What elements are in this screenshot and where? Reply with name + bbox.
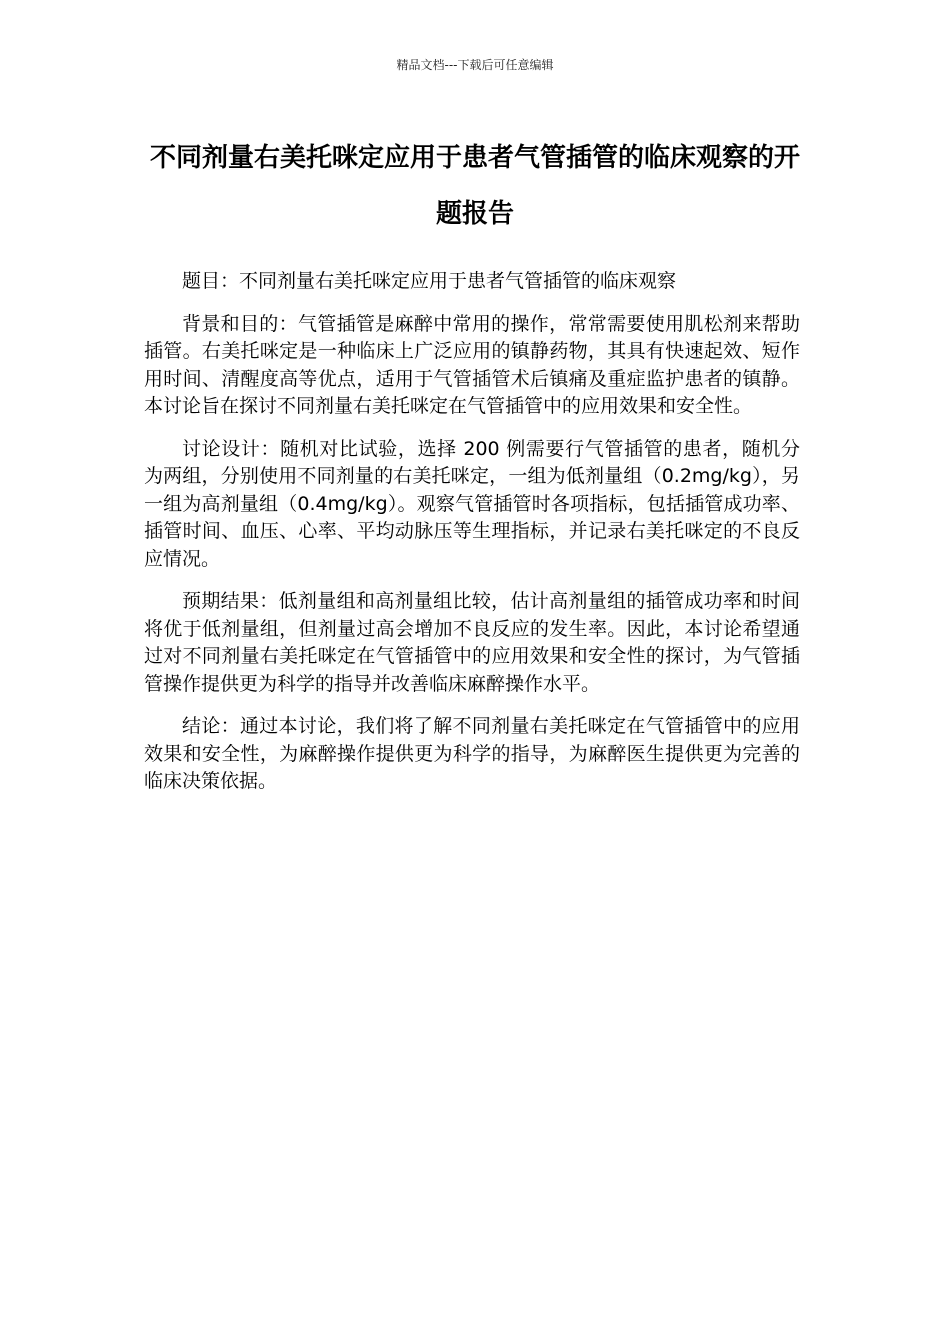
paragraph-topic [144, 268, 800, 296]
document-body [144, 268, 800, 811]
paragraph-expected-results [144, 588, 800, 698]
header-note: 精品文档---下载后可任意编辑 [396, 58, 554, 72]
paragraph-label: 讨论设计： [182, 437, 281, 460]
paragraph-text: 随机对比试验，选择 200 例需要行气管插管的患者，随机分为两组，分别使用不同剂量的右美托咪定，一组为低剂量组（0.2mg/kg），另一组为高剂量组（0.4mg/kg）。观察气管插管时各项指标，包括插管成功率、插管时间、血压、心率、平均动脉压等生理指标，并记录右美托咪定的不良反应情况。 [144, 437, 800, 570]
paragraph-label: 预期结果： [182, 590, 279, 612]
paragraph-background [144, 311, 800, 421]
paragraph-text: 通过本讨论，我们将了解不同剂量右美托咪定在气管插管中的应用效果和安全性，为麻醉操作提供更为科学的指导，为麻醉医生提供更为完善的临床决策依据。 [144, 715, 800, 792]
paragraph-design [144, 436, 800, 574]
paragraph-label: 背景和目的： [182, 312, 298, 335]
document-title: 不同剂量右美托咪定应用于患者气管插管的临床观察的开题报告 [149, 143, 800, 229]
paragraph-label: 题目： [182, 270, 240, 292]
paragraph-text: 低剂量组和高剂量组比较，估计高剂量组的插管成功率和时间将优于低剂量组，但剂量过高会增加不良反应的发生率。因此，本讨论希望通过对不同剂量右美托咪定在气管插管中的应用效果和安全性的探讨，为气管插管操作提供更为科学的指导并改善临床麻醉操作水平。 [144, 590, 800, 695]
paragraph-text: 不同剂量右美托咪定应用于患者气管插管的临床观察 [239, 270, 677, 292]
paragraph-text: 气管插管是麻醉中常用的操作，常常需要使用肌松剂来帮助插管。右美托咪定是一种临床上广泛应用的镇静药物，其具有快速起效、短作用时间、清醒度高等优点，适用于气管插管术后镇痛及重症监护患者的镇静。本讨论旨在探讨不同剂量右美托咪定在气管插管中的应用效果和安全性。 [144, 312, 800, 417]
paragraph-conclusion [144, 713, 800, 796]
paragraph-label: 结论： [182, 715, 240, 737]
